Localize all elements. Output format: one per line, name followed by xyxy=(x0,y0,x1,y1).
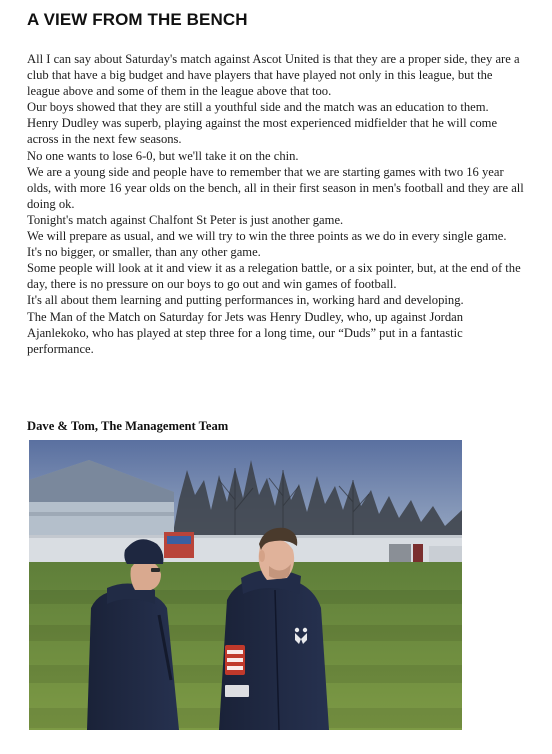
article-paragraph: Tonight's match against Chalfont St Peter is just another game. xyxy=(27,212,344,227)
jacket-sponsor-patch xyxy=(225,645,245,675)
article-paragraph: We are a young side and people have to remember that we are starting games with two 16 year olds, with more 16 year olds on the bench, all in their first season in men's football and they are all doing ok. xyxy=(27,164,524,211)
article-paragraph: All I can say about Saturday's match against Ascot United is that they are a proper side, they are a club that have a big budget and have players that have played not only in this league, but the league above and some of them in the league above that too. xyxy=(27,52,520,99)
article-title: A VIEW FROM THE BENCH xyxy=(27,10,248,29)
article-paragraph: The Man of the Match on Saturday for Jets was Henry Dudley, who, up against Jordan Ajanlekoko, who has played at step three for a long time, our “Duds” put in a fantastic performance. xyxy=(27,309,464,356)
article-photo xyxy=(29,440,462,730)
article-paragraph: It's no bigger, or smaller, than any other game. xyxy=(27,245,261,260)
article-paragraph: It's all about them learning and putting performances in, working hard and developing. xyxy=(27,293,464,308)
article-paragraph: Some people will look at it and view it as a relegation battle, or a six pointer, but, at the end of the day, there is no pressure on our boys to go out and win games of football. xyxy=(27,261,521,292)
article-paragraph: Our boys showed that they are still a youthful side and the match was an education to them. xyxy=(27,100,489,115)
article-signature: Dave & Tom, The Management Team xyxy=(27,419,229,433)
article-paragraph: No one wants to lose 6-0, but we'll take it on the chin. xyxy=(27,148,299,163)
article-paragraph: Henry Dudley was superb, playing against the most experienced midfielder that he will come across in the next few seasons. xyxy=(27,116,498,147)
jacket-secondary-patch xyxy=(225,685,249,697)
article-body xyxy=(27,51,527,357)
perimeter-wall xyxy=(29,532,462,563)
article-paragraph: We will prepare as usual, and we will try to win the three points as we do in every single game. xyxy=(27,229,507,244)
managers-photo-illustration xyxy=(29,440,462,730)
